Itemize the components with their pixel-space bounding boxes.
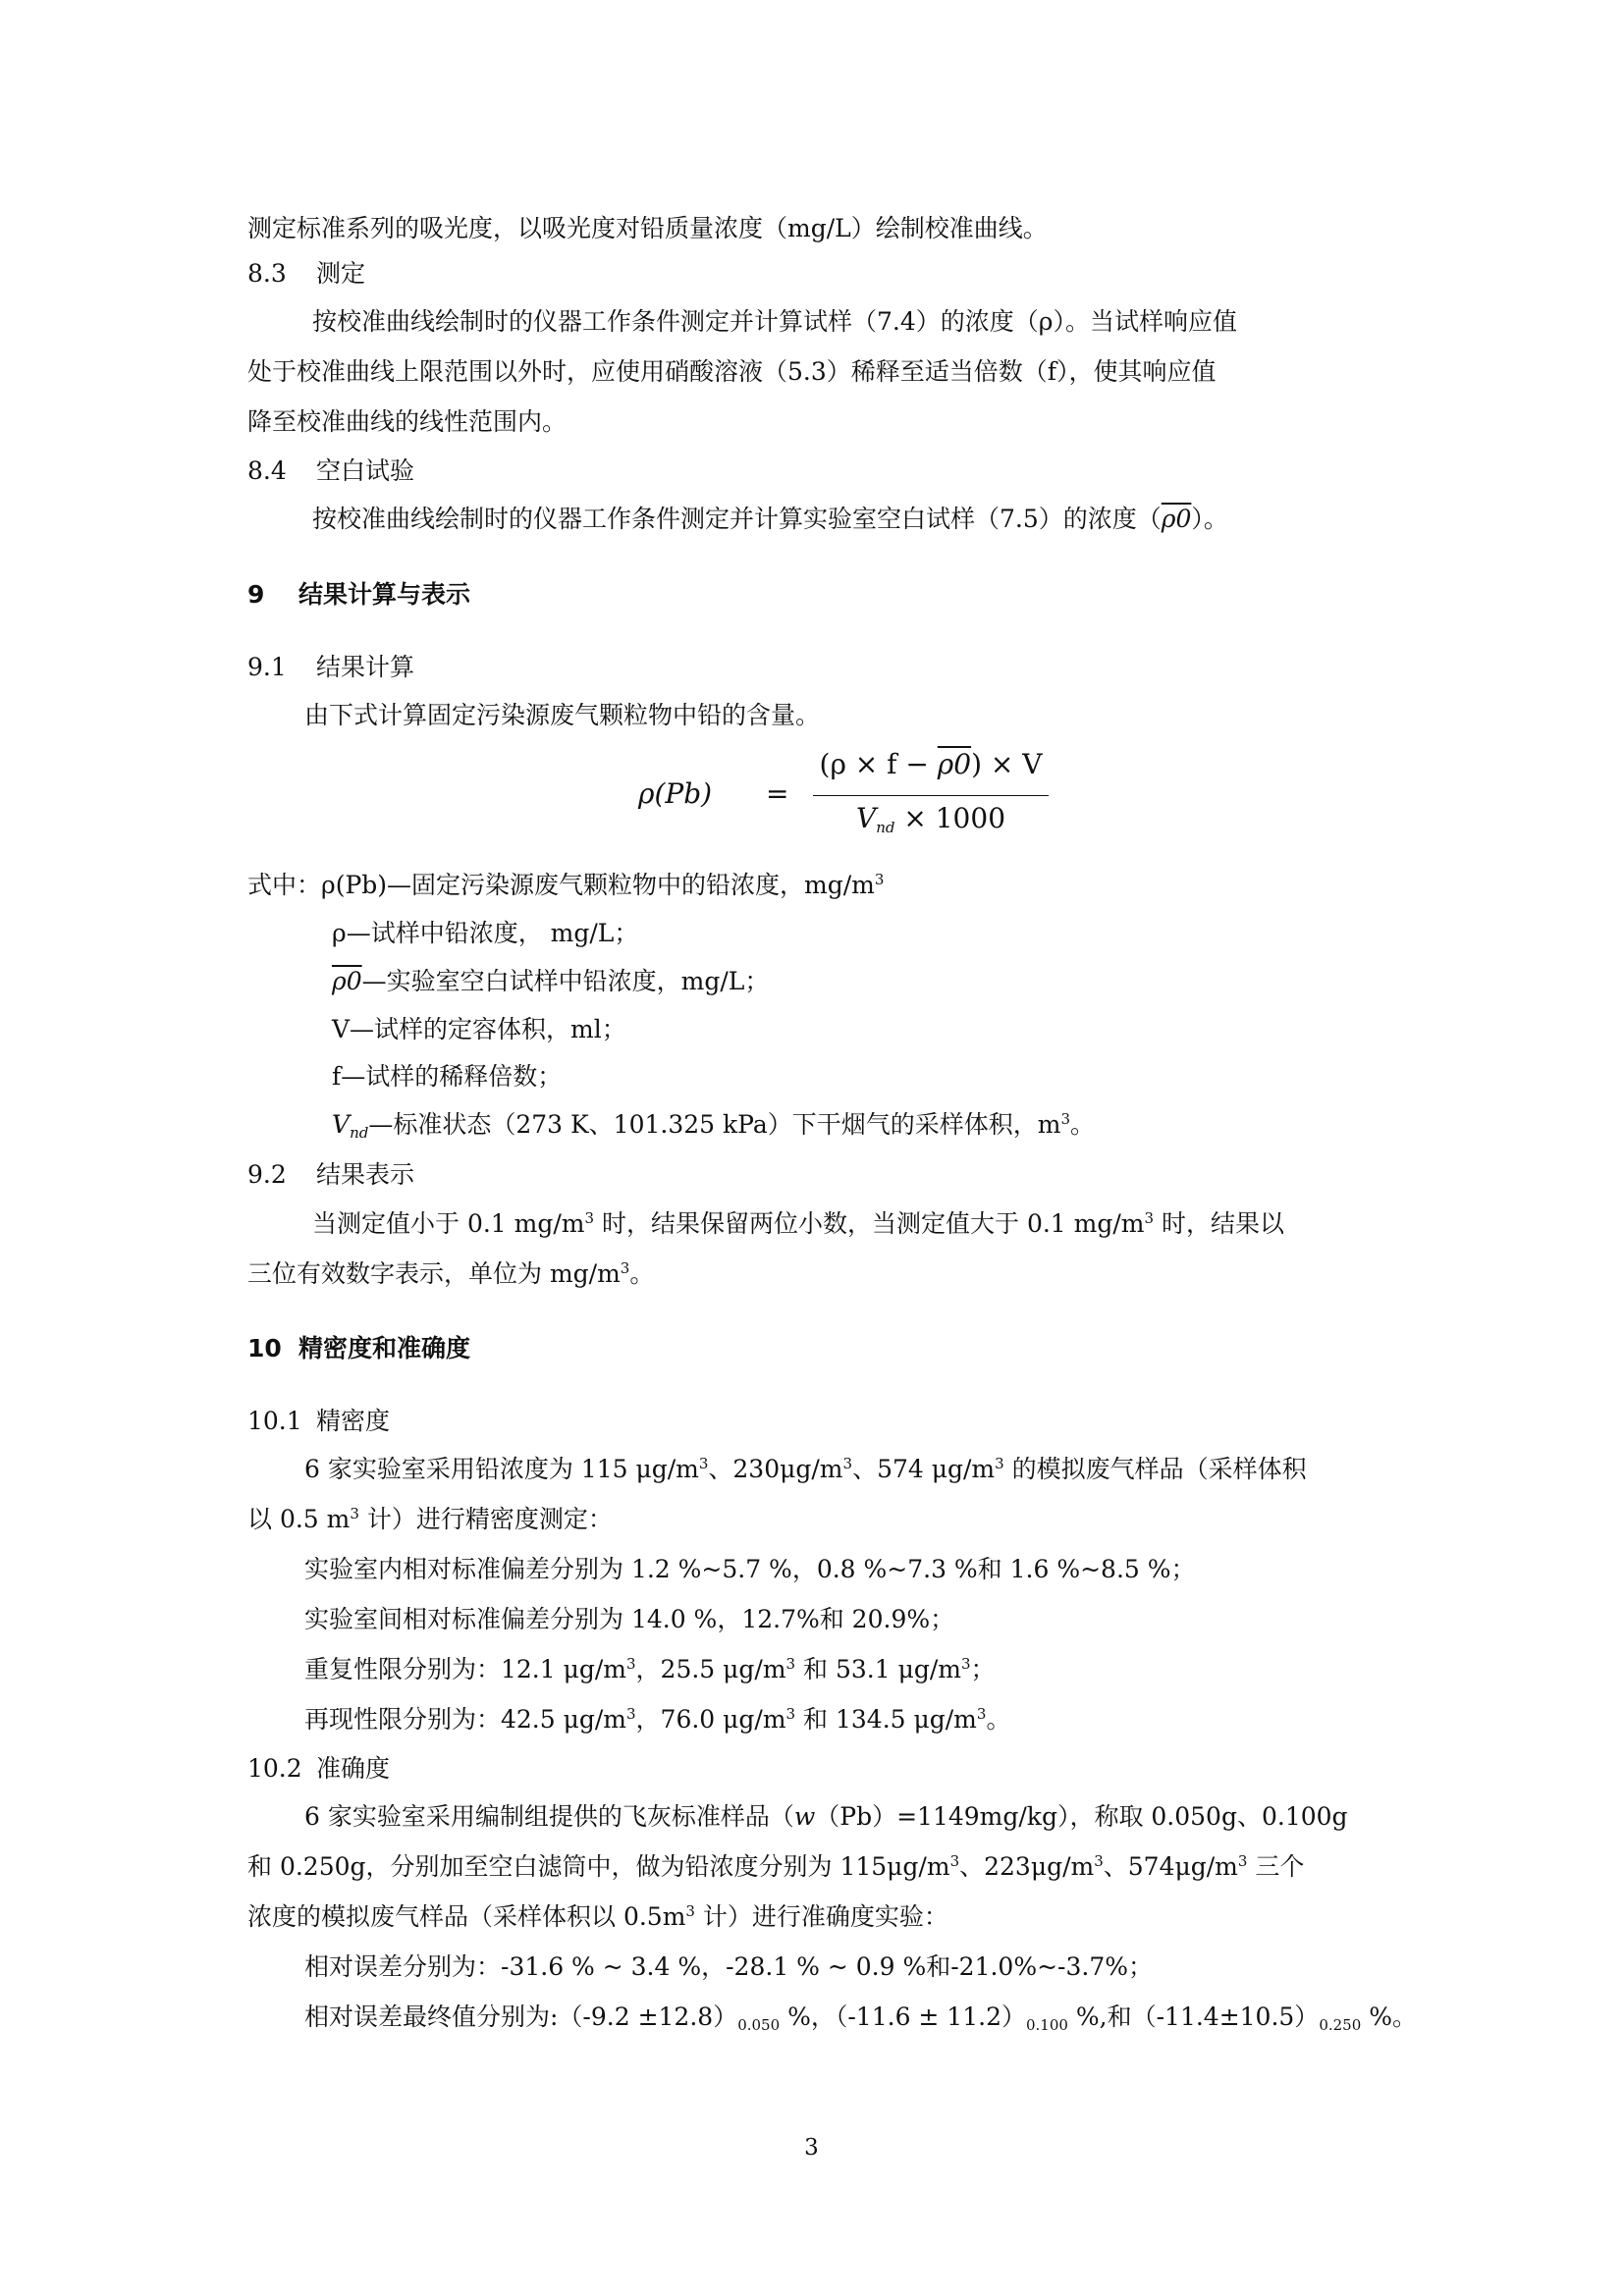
definition-line: ρ0—实验室空白试样中铅浓度，mg/L； (332, 967, 770, 995)
paragraph-line: 6 家实验室采用铅浓度为 115 $\mu g/m^3$、$230\mu g/m^3$、574 $\mu g/m^3$ 的模拟废气样品（采样体积 (304, 1455, 1307, 1483)
section-8-3-heading: 8.3 测定 (247, 259, 366, 288)
paragraph-line: 再现性限分别为：42.5 $\mu g/m^3$，76.0 $\mu g/m^3$ 和 134.5 $\mu g/m^3$。 (304, 1705, 1011, 1734)
page-number: 3 (804, 2135, 819, 2161)
paragraph-line: 测定标准系列的吸光度，以吸光度对铅质量浓度（mg/L）绘制校准曲线。 (247, 214, 1048, 242)
paragraph-line: 按校准曲线绘制时的仪器工作条件测定并计算实验室空白试样（7.5）的浓度（ρ0）。 (312, 505, 1228, 533)
paragraph-line: 和 0.250g，分别加至空白滤筒中，做为铅浓度分别为 $115\mu g/m^3$、$223\mu g/m^3$、$574\mu g/m^3$ 三个 (247, 1852, 1305, 1881)
paragraph-line: 6 家实验室采用编制组提供的飞灰标准样品（w（Pb）=1149mg/kg），称取 0.050g、0.100g (304, 1802, 1348, 1831)
paragraph-line: 实验室间相对标准偏差分别为 14.0 %，12.7%和 20.9%； (304, 1605, 955, 1633)
paragraph-line: 降至校准曲线的线性范围内。 (247, 407, 568, 436)
section-9-heading: 9 结果计算与表示 (247, 580, 471, 609)
formula-lhs: ρ(Pb) (638, 777, 713, 810)
paragraph-line: 实验室内相对标准偏差分别为 1.2 %~5.7 %，0.8 %~7.3 %和 1.6 %~8.5 %； (304, 1555, 1196, 1583)
paragraph-line: 重复性限分别为：12.1 $\mu g/m^3$，25.5 $\mu g/m^3$ 和 53.1 $\mu g/m^3$； (304, 1655, 996, 1683)
paragraph-line: 浓度的模拟废气样品（采样体积以 $0.5m^3$ 计）进行准确度实验： (247, 1902, 948, 1931)
section-10-2-heading: 10.2 准确度 (247, 1754, 391, 1783)
fraction-bar (813, 795, 1049, 796)
rho0-symbol: ρ0 (1161, 505, 1192, 533)
section-9-1-heading: 9.1 结果计算 (247, 653, 415, 681)
section-9-2-heading: 9.2 结果表示 (247, 1160, 415, 1189)
formula-equals: = (766, 777, 789, 810)
paragraph-line: 当测定值小于 0.1 $mg/m^3$ 时，结果保留两位小数，当测定值大于 0.1 $mg/m^3$ 时，结果以 (312, 1209, 1284, 1238)
formula-denominator: $V_{nd} \times 1000$ (855, 802, 1006, 836)
paragraph-line: 相对误差分别为：-31.6 % ~ 3.4 %，-28.1 % ~ 0.9 %和-21.0%~-3.7%； (304, 1952, 1154, 1981)
paragraph-line: 以 0.5 $m^3$ 计）进行精密度测定： (247, 1505, 613, 1533)
formula-numerator: (ρ × f − ρ0) × V (819, 748, 1043, 780)
definition-line: 式中：ρ(Pb)—固定污染源废气颗粒物中的铅浓度，$mg/m^3$ (247, 871, 885, 899)
definition-line: V—试样的定容体积，ml； (332, 1015, 626, 1043)
section-8-4-heading: 8.4 空白试验 (247, 456, 415, 485)
section-10-1-heading: 10.1 精密度 (247, 1407, 391, 1435)
paragraph-line: 三位有效数字表示，单位为 $mg/m^3$。 (247, 1259, 655, 1288)
paragraph-line: 相对误差最终值分别为:（-9.2 $\pm 12.8)_{0.050}$ %，$(-11.6 \pm 11.2)_{0.100}$ %,和$(-11.4\pm 10.5)_{0.250}$ %。 (304, 2002, 1417, 2034)
formula-fraction (813, 748, 1049, 834)
definition-line: ρ—试样中铅浓度， mg/L； (332, 919, 639, 947)
definition-line: f—试样的稀释倍数； (332, 1062, 563, 1091)
paragraph-line: 按校准曲线绘制时的仪器工作条件测定并计算试样（7.4）的浓度（ρ）。当试样响应值 (312, 307, 1237, 336)
formula (638, 748, 1051, 856)
paragraph-line: 处于校准曲线上限范围以外时，应使用硝酸溶液（5.3）稀释至适当倍数（f），使其响应值 (247, 357, 1217, 386)
definition-line: $V_{nd}—$标准状态（273 K、101.325 kPa）下干烟气的采样体积，$m^3$。 (332, 1110, 1096, 1142)
paragraph-line: 由下式计算固定污染源废气颗粒物中铅的含量。 (304, 701, 821, 729)
section-10-heading: 10 精密度和准确度 (247, 1334, 471, 1362)
